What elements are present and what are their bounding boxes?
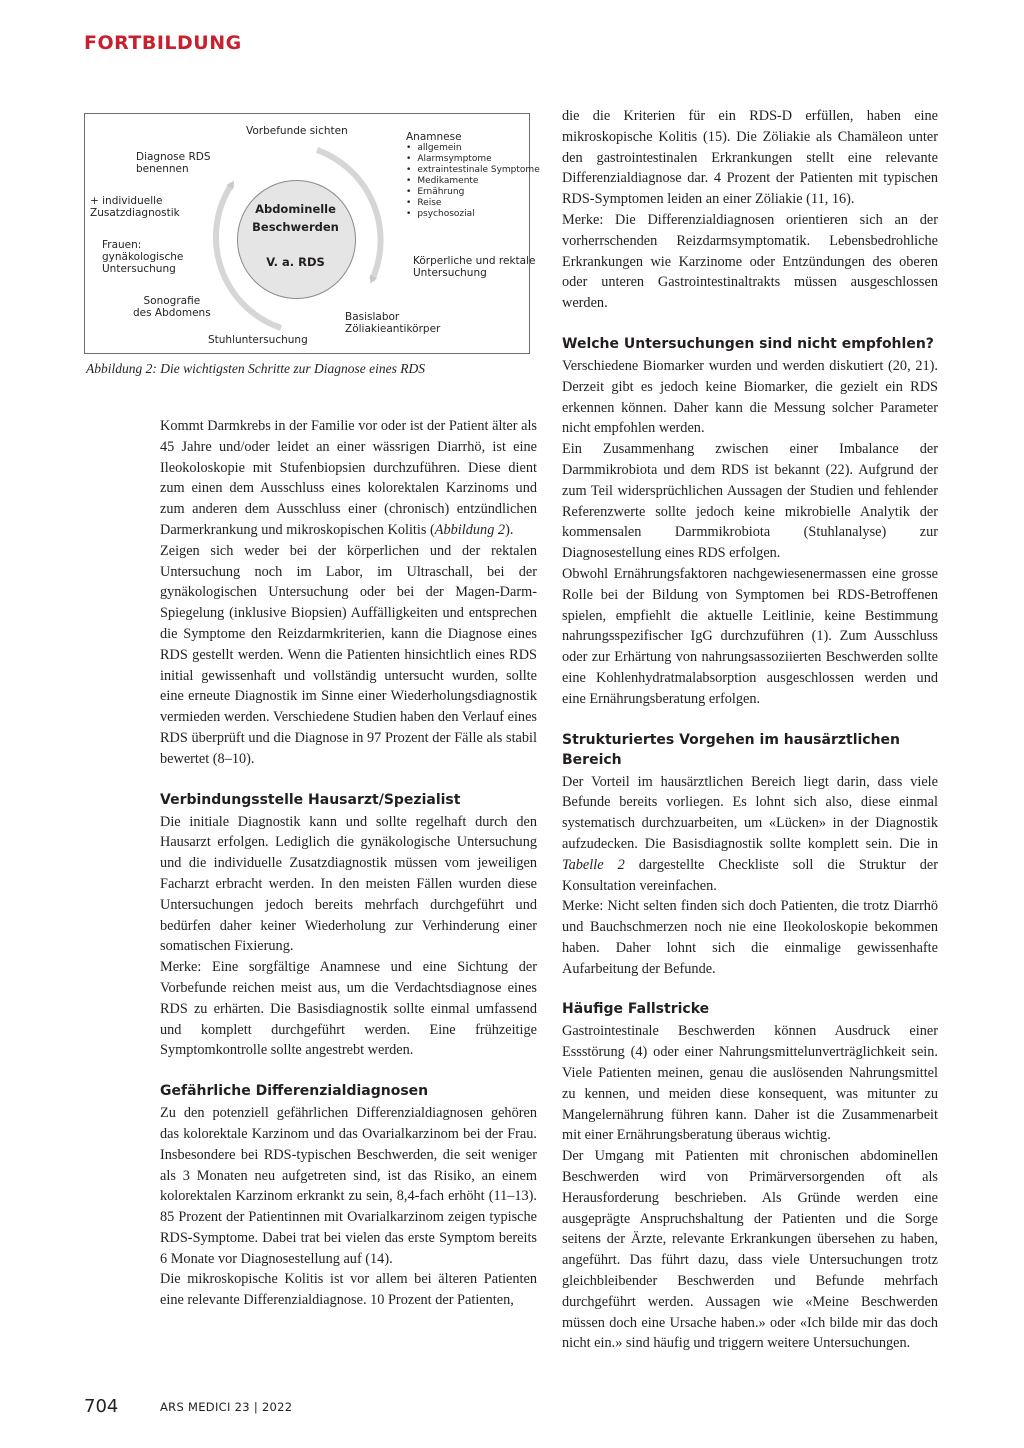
center-title-line2: Beschwerden [252,220,339,234]
text-run: ). [505,521,514,538]
anamnese-item: • Reise [406,198,540,209]
journal-issue: ARS MEDICI 23 | 2022 [160,1400,293,1414]
anamnese-item: • allgemein [406,143,540,154]
figure-caption: Abbildung 2: Die wichtigsten Schritte zur Diagnose eines RDS [86,361,425,376]
text-run: dargestellte Checkliste soll die Struktur der Konsultation vereinfachen. [562,856,939,894]
section-label: FORTBILDUNG [84,32,242,54]
text-run: Der Vorteil im hausärztlichen Bereich liegt darin, dass viele Befunde bereits vorliegen. Es lohnt sich also, diese einmal systematisch durchzuarbeiten, um «Lücken» in der Diagnostik aufzudecken. Die Basisdiagnostik sollte komplett sein. Die in [562,773,938,852]
paragraph: Gastrointestinale Beschwerden können Ausdruck einer Essstörung (4) oder einer Nahrungsmittelunverträglichkeit sein. Viele Patienten meinen, genau die auslösenden Nahrungsmittel zu kennen, und meiden diese konsequent, was mitunter zu Mangelernährung führen kann. Daher ist die Zusammenarbeit mit einer Ernährungsberatung überaus wichtig. [562,1023,938,1144]
paragraph: Zeigen sich weder bei der körperlichen und der rektalen Untersuchung noch im Labor, im Ultraschall, bei der gynäkologischen Untersuchung oder bei der Magen-Darm-Spiegelung (inklusive Biopsien) Auffälligkeiten und entsprechen die Symptome den Reizdarmkriterien, kann die Diagnose eines RDS gestellt werden. Wenn die Patienten hinsichtlich eines RDS initial gewissenhaft und vollständig untersucht wurden, sollte eine erneute Diagnostik im Sinne einer Wiederholungsdiagnostik vermieden werden. Verschiedene Studien haben den Verlauf eines RDS überprüft und die Diagnose in 97 Prozent der Fälle als stabil bewertet (8–10). [160,542,537,767]
paragraph: Merke: Nicht selten finden sich doch Patienten, die trotz Diarrhö und Bauchschmerzen noch nie eine Ileokoloskopie bekommen haben. Daher lohnt sich die einmalige gewissenhafte Aufarbeitung der Befunde. [562,898,938,977]
label-stuhl: Stuhluntersuchung [208,334,308,346]
label-sono: Sonografie des Abdomens [133,295,211,319]
label-diagnose: Diagnose RDS benennen [136,151,211,175]
figure-labels [84,113,540,354]
page-number: 704 [84,1396,119,1417]
label-basis: Basislabor Zöliakieantikörper [345,311,441,335]
table-reference: Tabelle 2 [562,856,625,873]
label-anamnese [406,131,540,220]
section-heading: Strukturiertes Vorgehen im hausärztlichen Bereich [562,731,901,768]
section-heading: Gefährliche Differenzialdiagnosen [160,1083,429,1100]
anamnese-item: • Medikamente [406,176,540,187]
center-title-line1: Abdominelle [255,202,336,216]
paragraph: Merke: Eine sorgfältige Anamnese und eine Sichtung der Vorbefunde reichen meist aus, um die Verdachtsdiagnose eines RDS zu erhärten. Die Basisdiagnostik sollte einmal umfassend und komplett durchgeführt werden. Eine frühzeitige Symptomkontrolle sollte angestrebt werden. [160,959,537,1059]
paragraph: die die Kriterien für ein RDS-D erfüllen, haben eine mikroskopische Kolitis (15). Die Zöliakie als Chamäleon unter den gastrointestinalen Erkrankungen stellt eine relevante Differenzialdiagnose dar. 4 Prozent der Patienten mit typischen RDS-Symptomen leiden an einer Zöliakie (11, 16). [562,108,938,208]
label-zusatz: + individuelle Zusatzdiagnostik [90,195,180,219]
paragraph: Zu den potenziell gefährlichen Differenzialdiagnosen gehören das kolorektale Karzinom und das Ovarialkarzinom bei der Frau. Insbesondere bei RDS-typischen Beschwerden, die seit weniger als 3 Monaten neu aufgetreten sind, ist das Risiko, an einem kolorektalen Karzinom erkrankt zu sein, 8,4-fach erhöht (11–13). 85 Prozent der Patientinnen mit Ovarialkarzinom zeigen typische RDS-Symptome. Dabei trat bei vielen das erste Symptom bereits 6 Monate vor Diagnosestellung auf (14). [160,1105,537,1267]
paragraph [562,772,938,897]
label-vorbefunde: Vorbefunde sichten [246,125,348,137]
anamnese-item: • Ernährung [406,187,540,198]
section-heading: Welche Untersuchungen sind nicht empfohlen? [562,335,934,352]
label-frauen: Frauen: gynäkologische Untersuchung [102,239,184,275]
anamnese-item: • extraintestinale Symptome [406,165,540,176]
left-column [160,416,537,1311]
center-title-line3: V. a. RDS [266,255,325,269]
paragraph: Ein Zusammenhang zwischen einer Imbalance der Darmmikrobiota und dem RDS ist bekannt (22). Aufgrund der zum Teil widersprüchlichen Aussagen der Studien und fehlender Referenzwerte sollte jedoch keine mikrobielle Analytik der kommensalen Darmmikrobiota (Stuhlanalyse) zur Diagnosestellung eines RDS erfolgen. [562,441,938,562]
paragraph: Merke: Die Differenzialdiagnosen orientieren sich an der vorherrschenden Reizdarmsymptomatik. Lebensbedrohliche Erkrankungen wie Karzinome oder Entzündungen des oberen oder unteren Gastrointestinaltrakts müssen ausgeschlossen werden. [562,211,938,312]
text-run: Kommt Darmkrebs in der Familie vor oder ist der Patient älter als 45 Jahre und/oder leidet an einer wässrigen Diarrhö, ist eine Ileokoloskopie mit Stufenbiopsien durchzuführen. Diese dient zum einen dem Ausschluss eines kolorektalen Karzinoms und zum anderen dem Ausschluss einer (chronisch) entzündlichen Darmerkrankung und mikroskopischen Kolitis ( [160,418,537,538]
right-column [562,106,938,1354]
anamnese-item: • psychosozial [406,209,540,220]
paragraph: Verschiedene Biomarker wurden und werden diskutiert (20, 21). Derzeit gibt es jedoch keine Biomarker, die gezielt ein RDS erkennen können. Daher kann die Messung solcher Parameter nicht empfohlen werden. [562,357,938,437]
paragraph [160,416,537,541]
anamnese-title: Anamnese [406,131,462,143]
section-heading: Verbindungsstelle Hausarzt/Spezialist [160,791,461,808]
paragraph: Der Umgang mit Patienten mit chronischen abdominellen Beschwerden wird von Primärversorgenden oft als Herausforderung beschrieben. Als Gründe werden eine ausgeprägte Anspruchshaltung der Patienten und die Sorge seitens der Ärzte, relevante Erkrankungen übersehen zu haben, angeführt. Das führt dazu, dass viele Untersuchungen trotz gleichbleibender Beschwerden und Befunde mehrfach durchgeführt werden. Aussagen wie «Meine Beschwerden müssen doch eine Ursache haben.» oder «Ich bilde mir das doch nicht ein.» sind häufig und triggern weitere Untersuchungen. [562,1148,938,1352]
paragraph: Die initiale Diagnostik kann und sollte regelhaft durch den Hausarzt erfolgen. Lediglich die gynäkologische Untersuchung und die individuelle Zusatzdiagnostik müssen vom jeweiligen Facharzt erbracht werden. In den meisten Fällen wurden diese Untersuchungen jedoch bereits mehrfach durchgeführt und bedürfen daher keiner Wiederholung zur Verhinderung einer somatischen Fixierung. [160,813,537,955]
anamnese-item: • Alarmsymptome [406,154,540,165]
paragraph: Die mikroskopische Kolitis ist vor allem bei älteren Patienten eine relevante Differenzialdiagnose. 10 Prozent der Patienten, [160,1271,537,1309]
anamnese-list [406,143,540,220]
section-heading: Häufige Fallstricke [562,1001,710,1018]
paragraph: Obwohl Ernährungsfaktoren nachgewiesenermassen eine grosse Rolle bei der Bildung von Symptomen bei RDS-Betroffenen spielen, empfiehlt die aktuelle Leitlinie, keine Bestimmung nahrungsspezifischer IgG durchzuführen (1). Zum Ausschluss oder zur Erhärtung von nahrungsassoziierten Beschwerden sollte eine Kohlenhydratmalabsorption ausgeschlossen werden und eine Ernährungsberatung erfolgen. [562,565,938,707]
figure-reference: Abbildung 2 [434,521,506,538]
label-koerper: Körperliche und rektale Untersuchung [413,255,536,279]
